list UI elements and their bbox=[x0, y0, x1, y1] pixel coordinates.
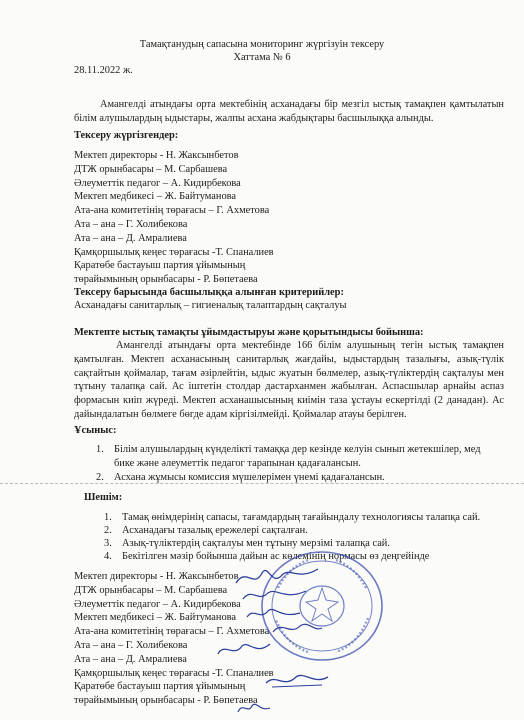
criteria-heading: Тексеру барысында басшылыққа алынған критерийлер: bbox=[74, 287, 344, 298]
organization-heading: Мектепте ыстық тамақты ұйымдастыруы және қорытындысы бойынша: bbox=[74, 327, 424, 338]
signature-parent-icon bbox=[214, 638, 274, 660]
signatory-line: төрайымының орынбасары - Р. Бөпетаева bbox=[74, 695, 258, 707]
criteria-text: Асханадағы санитарлық – гигиеналық талаптардың сақталуы bbox=[74, 300, 347, 311]
list-item: 4. Бекітілген мәзір бойынша дайын ас көлемінің нормасы өз деңгейінде bbox=[104, 551, 430, 562]
document-date: 28.11.2022 ж. bbox=[74, 65, 133, 76]
document-title: Тамақтанудың сапасына мониторинг жүргізуін тексеру bbox=[139, 39, 385, 50]
intro-paragraph: Амангелді атындағы орта мектебінің асханадағы бір мезгіл ыстық тамақпен қамтылатын білім алушылардың ыдыстары, жалпы асхана жабдықтары басшылыққа алынды. bbox=[74, 99, 504, 124]
proposal-heading: Ұсыныс: bbox=[74, 425, 117, 436]
inspector-line: төрайымының орынбасары - Р. Бөпетаева bbox=[74, 274, 258, 286]
organization-paragraph: Амангелді атындағы орта мектебінде 166 білім алушының тегін ыстық тамақпен қамтылған. Мектеп асханасының санитарлық жағдайы, ыдыстардың тазалығы, азық-түлік сақтайтын қоймалар, тағам әзірлейтін, ыдыс жуатын бөлмелер, азық-түліктердің сақталуы мен тұтыну талапқа сай. Ас іштетін столдар дастарханмен жабылған. Аспасшылар арнайы аспаз формасын киіп жүреді. Мектеп асханашысының киімін таза ұстауы ескертілді (2 данадан). Ас дайындалатын бөлмеге бөгде адам кіргізілмейді. Қоймалар атауы берілген. bbox=[74, 340, 504, 421]
inspector-line: Мектеп директоры - Н. Жаксынбетов bbox=[74, 150, 239, 161]
signature-deputy-icon bbox=[240, 585, 310, 605]
signature-party-icon bbox=[234, 698, 274, 718]
inspector-line: Мектеп медбикесі – Ж. Байтуманова bbox=[74, 191, 237, 203]
protocol-number: Хаттама № 6 bbox=[233, 52, 291, 63]
signature-nurse-icon bbox=[270, 620, 326, 638]
signatory-line: Ата-ана комитетінің төрағасы – Г. Ахметова bbox=[74, 626, 270, 638]
proposal-list bbox=[96, 443, 496, 484]
decision-heading: Шешім: bbox=[84, 492, 123, 503]
inspector-line: Ата – ана – Д. Амралиева bbox=[74, 232, 187, 244]
inspector-line: Қаратөбе бастауыш партия ұйымының bbox=[74, 260, 246, 272]
inspector-line: Ата – ана – Г. Холибекова bbox=[74, 218, 188, 230]
list-item: 1. Тамақ өнімдерінің сапасы, тағамдардың тағайындалу технологиясы талапқа сай. bbox=[104, 512, 481, 523]
signatory-line: Мектеп медбикесі – Ж. Байтуманова bbox=[74, 612, 237, 624]
signatory-line: Қаратөбе бастауыш партия ұйымының bbox=[74, 681, 246, 693]
signatory-line: Ата – ана – Д. Амралиева bbox=[74, 653, 187, 665]
signatory-line: Әлеуметтік педагог – А. Кидирбекова bbox=[74, 598, 241, 610]
signature-council-icon bbox=[262, 669, 332, 691]
inspector-line: Әлеуметтік педагог – А. Кидирбекова bbox=[74, 177, 241, 189]
inspectors-list bbox=[74, 149, 274, 287]
list-item: 2. Асхана жұмысы комиссия мүшелерімен үнемі қадағалансын. bbox=[96, 471, 385, 483]
inspector-line: Қамқоршылық кеңес төрағасы -Т. Спаналиев bbox=[74, 246, 274, 258]
inspectors-heading: Тексеру жүргізгендер: bbox=[74, 130, 179, 141]
list-item: 1. Білім алушылардың күнделікті тамаққа дер кезінде келуін сынып жетекшілер, мед бике және әлеуметтік педагог тарапынан қадағалансын. bbox=[96, 444, 481, 469]
inspector-line: ДТЖ орынбасары – М. Сарбашева bbox=[74, 163, 228, 175]
inspector-line: Ата-ана комитетінің төрағасы – Г. Ахметова bbox=[74, 205, 270, 217]
list-item: 3. Азық-түліктердің сақталуы мен тұтыну мерзімі талапқа сай. bbox=[104, 538, 390, 549]
signatory-line: Мектеп директоры - Н. Жаксынбетов bbox=[74, 571, 239, 582]
signatory-line: Қамқоршылық кеңес төрағасы -Т. Спаналиев bbox=[74, 667, 274, 679]
signatory-line: Ата – ана – Г. Холибекова bbox=[74, 639, 188, 651]
scan-fold-line bbox=[0, 483, 524, 484]
signatory-line: ДТЖ орынбасары – М. Сарбашева bbox=[74, 584, 228, 596]
list-item: 2. Асханадағы тазалық ережелері сақталған. bbox=[104, 525, 308, 536]
